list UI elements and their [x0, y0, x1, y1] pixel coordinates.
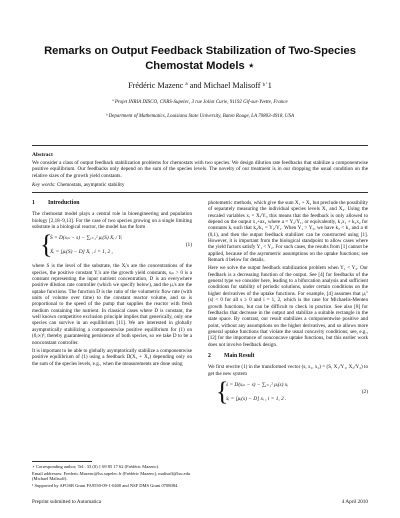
keywords-text: Chemostats, asymptotic stability [56, 182, 125, 188]
equation-2 [208, 376, 368, 406]
section-2-title: Main Result [224, 352, 255, 359]
paragraph: photometric methods, which give the sum X₁ + X₂ but preclude the possibility of separately measuring the individual species levels X₁ and X₂. Using the rescaled variables xᵢ = Xᵢ/Yᵢ, this means that the feedback is only allowed to depend on the output x₁+ax₂ where a = Y₂/Y₁, or equivalently, k₁x₁ + k₂x₂ for constants kᵢ such that k₂/k₁ = Y₂/Y₁. When Y₁ > Y₂, we have k₂ < k₁ and a ∈ (0,1), and then the output feedback stabilizer can be constructed using [1]. However, it is important from the biological standpoint to allow cases where the yield factors satisfy Y₁ < Y₂. For such cases, the results from [1] cannot be applied, because of the asymmetric assumptions on the uptake functions; see Remark 4 below for details. [208, 200, 368, 264]
equation-1-number: (1) [185, 242, 192, 249]
affiliation-a: ª Projet INRIA DISCO, CNRS-Supelec, 3 rue Joliot Curie, 91192 Gif-sur-Yvette, France [112, 100, 288, 105]
paragraph: The chemostat model plays a central role in bioengineering and population biology [2,18–9,13]. For the case of two species growing on a single limiting substrate in a biological reactor, the model has the form [32, 211, 192, 231]
equation-1 [32, 230, 192, 260]
footnote: Email addresses: Frederic.Mazenc@lss.supelec.fr (Frédéric Mazenc), malisoff@lsu.edu (Michael Malisoff). [32, 470, 191, 482]
equation-brace: { [40, 230, 53, 260]
left-column [32, 200, 192, 369]
paper-title [40, 44, 360, 74]
equation-2-number: (2) [361, 388, 368, 395]
paragraph: Here we solve the output feedback stabilization problem when Y₁ < Y₂. Our feedback is a decreasing function of the output. See [4] for feedbacks of the general type we consider here, leading to a bifurcation analysis and sufficient conditions for stability of periodic solutions, under certain conditions on the higher derivatives of the uptake functions. For example, [4] assumes that μᵢ″(s) < 0 for all s ≥ 0 and i = 1, 2, which is the case for Michaelis-Menten growth functions, but can be difficult to check in practice. See also [8] for feedbacks that decrease in the output and stabilize a suitable rectangle in the state space. By contrast, our result stabilizes a componentwise positive and point, without any assumptions on the higher derivatives, and so allows more general uptake functions that violate the usual concavity conditions; see, e.g., [12] for the importance of nonconcave uptake functions, but this earlier work does not involve feedback design. [208, 265, 368, 348]
equation-1-line-2: Ẋᵢ = [μᵢ(S) − D] Xᵢ , i = 1, 2 , [50, 249, 113, 256]
keywords-label: Key words: [32, 182, 56, 188]
preprint-date: 4 April 2010 [341, 499, 368, 505]
abstract-bottom-rule [32, 192, 368, 193]
equation-2-line-2: ẋᵢ = [μᵢ(s) − D] xᵢ , i = 1, 2 . [226, 395, 287, 402]
section-2-heading [208, 353, 368, 359]
equation-2-line-1: ṡ = D(sᵢₙ − s) − ∑ᵢ₌₁² μᵢ(s) xᵢ [226, 381, 289, 388]
affiliation-b: ᵇ Department of Mathematics, Louisiana State University, Baton Rouge, LA 70803-4918, USA [105, 114, 295, 119]
paragraph: where S is the level of the substrate, the Xᵢ's are the concentrations of the species, the positive constant Yᵢ's are the growth yield constants, sᵢₙ > 0 is a constant representing the input nutrient concentration, D is an everywhere positive dilution rate controller (which we specify below), and the μᵢ's are the uptake functions. The function D is the ratio of the volumetric flow rate (with units of volume over time) to the constant reactor volume, and so is proportional to the speed of the pump that supplies the reactor with fresh medium containing the nutrient. In classical cases where D is constant, the well known competitive exclusion principle implies that generically, only one species can survive in an equilibrium [11]. We are interested in globally asymptotically stabilizing a componentwise positive equilibrium for (1) on (0,∞)³, thereby guaranteeing persistence of both species, so we take D to be a nonconstant controller. [32, 263, 192, 346]
footnote: ¹ Supported by AFOSR Grant FA9550-09-1-0400 and NSF DMS Grant 0708084. [32, 482, 179, 488]
footnote: ⋆ Corresponding author; Tel.: 33 (0) 1 69 85 17 62 (Frédéric Mazenc). [32, 464, 160, 469]
section-1-title: Introduction [48, 200, 80, 206]
title-line-1: Remarks on Output Feedback Stabilization of Two-Species [44, 45, 356, 57]
paragraph: We first rewrite (1) in the transformed vector (s, x₁, x₂) = (S, X₁/Y₁, X₂/Y₂) to get the new system [208, 364, 368, 377]
footnote-rule [32, 461, 92, 462]
preprint-note: Preprint submitted to Automatica [32, 499, 102, 505]
section-1-heading [32, 200, 192, 206]
title-line-2: Chemostat Models ⋆ [145, 60, 255, 72]
section-1-number: 1 [32, 200, 35, 206]
paragraph: It is important to be able to globally asymptotically stabilize a componentwise positive equilibrium of (1) using a feedback D(X₁ + X₂) depending only on the sum of the species levels, e.g., when the measurements are done using [32, 347, 192, 367]
abstract-top-rule [32, 145, 368, 146]
keywords [32, 182, 124, 188]
equation-brace: { [216, 376, 229, 406]
section-2-number: 2 [208, 352, 211, 359]
footnotes [32, 464, 192, 489]
equation-1-line-1: Ṡ = D(sᵢₙ − s) − ∑ᵢ₌₁² μᵢ(S) Xᵢ / Yᵢ [50, 235, 123, 242]
abstract-text: We consider a class of output feedback stabilization problems for chemostats with two species. We design dilution rate feedbacks that stabilize a componentwise positive equilibrium. Our feedbacks only depend on the sum of the species levels. The novelty of our treatment is in our dropping the usual condition on the relative sizes of the growth yield constants. [32, 160, 368, 179]
right-column [208, 200, 368, 410]
abstract-heading: Abstract [32, 152, 53, 158]
author-list: Frédéric Mazenc ª and Michael Malisoff ᵇ˙1 [128, 81, 272, 90]
